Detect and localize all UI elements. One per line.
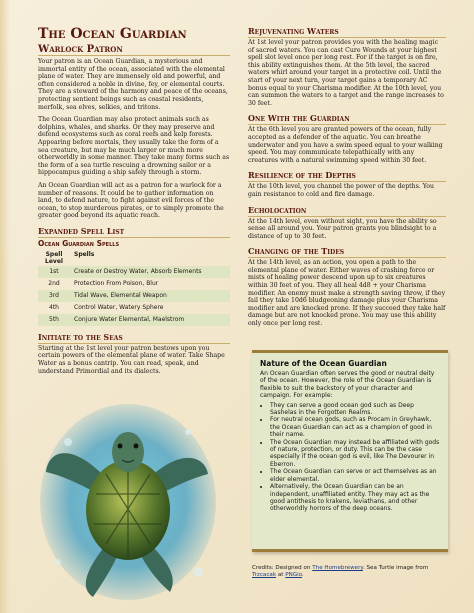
spell-level: 5th — [49, 316, 59, 324]
subtitle: Warlock Patron — [38, 44, 230, 56]
list-item: • The Ocean Guardian can serve or act themselves as an elder elemental. — [270, 468, 440, 483]
credits — [252, 565, 452, 579]
changing-tides-text: At the 14th level, as an action, you open a path to the elemental plane of water. Either waves of crashing force or mists of healing power descend upon up to six creatures within 30 feet of you. They all heal 4d8 + your Charisma modifier. An enemy must make a strength saving throw, if they fail they take 10d6 bludgeoning damage plus your Charisma modifier and are knocked prone. If they succeed they take half damage but are not knocked prone. You may use this ability only once per long rest. — [248, 259, 446, 328]
spell-level: 3rd — [49, 292, 59, 300]
spell-level: 2nd — [48, 280, 60, 288]
table-row — [38, 266, 230, 278]
spell-names: Create or Destroy Water, Absorb Elements — [74, 268, 202, 276]
echolocation-heading: Echolocation — [248, 205, 446, 217]
spell-names: Control Water, Watery Sphere — [74, 304, 164, 312]
trzcacak-link[interactable]: Trzcacak — [252, 572, 277, 578]
page-edge — [0, 0, 10, 613]
credits-middle: . Sea Turtle image from — [362, 565, 429, 571]
spell-names: Protection From Poison, Blur — [74, 280, 159, 288]
note-box-intro: An Ocean Guardian often serves the good or neutral deity of the ocean. However, the role of the Ocean Guardian is flexible to suit the backstory of your character and campaign. For example: — [260, 370, 435, 400]
list-item: • For neutral ocean gods, such as Procam in Greyhawk, the Ocean Guardian can act as a champion of good in their name. — [270, 416, 440, 438]
initiate-heading: Initiate to the Seas — [38, 332, 230, 344]
intro-paragraph: Your patron is an Ocean Guardian, a mysterious and immortal entity of the ocean, associated with the elemental plane of water. They are immensely old and powerful, and often considered a noble in divine, fey, or elemental courts. They are a steward of the harmony and peace of the oceans, protecting sentient beings such as coastal residents, merfolk, sea elves, selkies, and tritons. — [38, 58, 228, 111]
sea-turtle-illustration — [38, 402, 218, 608]
intro-paragraph: The Ocean Guardian may also protect animals such as dolphins, whales, and sharks. Or they may preserve and defend ecosystems such as coral reefs and kelp forests. Appearing before mortals, they usually take the form of a sea creature, but may be much larger or much more otherworldly in some manner. They take many forms such as the form of a sea turtle rescuing a drowning sailor or a hippocampus guiding a ship safely through a storm. — [38, 116, 230, 177]
list-item: • Alternatively, the Ocean Guardian can be an independent, unaffiliated entity. They may act as the good antithesis to krakens, leviathans, and other otherworldly horrors of the deep oceans. — [270, 483, 440, 513]
intro-paragraph: An Ocean Guardian will act as a patron for a warlock for a number of reasons. It could be to gather information on land, to defend nature, to fight against evil forces of the ocean, to stop murderous pirates, or to simply promote the greater good beyond its aquatic reach. — [38, 181, 224, 220]
table-row — [38, 302, 230, 314]
resilience-text: At the 10th level, you channel the power of the depths. You gain resistance to cold and fire damage. — [248, 183, 434, 198]
rejuvenating-text: At 1st level your patron provides you with the healing magic of sacred waters. You can cast Cure Wounds at your highest spell slot level once per long rest. For if the target is on fire, this ability extinguishes them. At the 5th level, the sacred waters whirl around your target in a protective coil. Until the start of your next turn, your target gains a temporary AC bonus equal to your Charisma modifier. At the 10th level, you can summon the waters to a target and the range increases to 30 feet. — [248, 39, 444, 107]
table-row — [38, 314, 230, 326]
right-column — [248, 26, 446, 333]
col-level-header: Spell Level — [45, 250, 63, 265]
sea-turtle-icon — [38, 402, 218, 608]
col-spells-header: Spells — [74, 250, 95, 258]
initiate-text: Starting at the 1st level your patron bestows upon you certain powers of the elemental plane of water. Take Shape Water as a bonus cantrip. You can read, speak, and understand Primordial and its dialects. — [38, 344, 225, 375]
one-with-guardian-text: At the 6th level you are granted powers of the ocean, fully accepted as a defender of the aquatic. You can breathe underwater and you have a swim speed equal to your walking speed. You may communicate telepathically with any creatures with a natural swimming speed within 30 feet. — [248, 126, 443, 164]
rejuvenating-heading: Rejuvenating Waters — [248, 26, 446, 38]
credits-suffix: . — [302, 572, 304, 578]
left-column — [38, 26, 230, 380]
spell-table — [38, 250, 230, 326]
note-box — [252, 350, 448, 552]
spell-names: Tidal Wave, Elemental Weapon — [74, 292, 167, 300]
expanded-spell-list-heading: Expanded Spell List — [38, 226, 230, 238]
credits-at: at — [276, 572, 286, 578]
homebrewery-link[interactable]: The Homebrewery — [312, 565, 363, 571]
spell-level: 4th — [49, 304, 59, 312]
page-title: The Ocean Guardian — [38, 26, 187, 42]
list-item: • The Ocean Guardian may instead be affiliated with gods of nature, protection, or duty. This can be the case especially if the ocean god is evil, like The Devourer in Eberron. — [270, 439, 440, 469]
note-box-list — [260, 402, 440, 513]
credits-prefix: Credits: Designed on — [252, 565, 313, 571]
list-item: • They can serve a good ocean god such as Deep Sashelas in the Forgotten Realms. — [270, 402, 440, 417]
changing-tides-heading: Changing of the Tides — [248, 246, 446, 258]
table-row — [38, 290, 230, 302]
table-row — [38, 278, 230, 290]
one-with-guardian-heading: One With the Guardian — [248, 113, 446, 125]
spell-table-header — [38, 250, 230, 266]
spell-names: Conjure Water Elemental, Maelstrom — [74, 316, 185, 324]
pngio-link[interactable]: PNGio — [285, 572, 303, 578]
resilience-heading: Resilience of the Depths — [248, 170, 446, 182]
note-box-heading: Nature of the Ocean Guardian — [260, 359, 387, 368]
echolocation-text: At the 14th level, even without sight, you have the ability so sense all around you. Your patron grants you blindsight to a distance of up to 30 feet. — [248, 217, 437, 240]
spell-table-title: Ocean Guardian Spells — [38, 238, 120, 248]
spell-level: 1st — [49, 268, 59, 276]
